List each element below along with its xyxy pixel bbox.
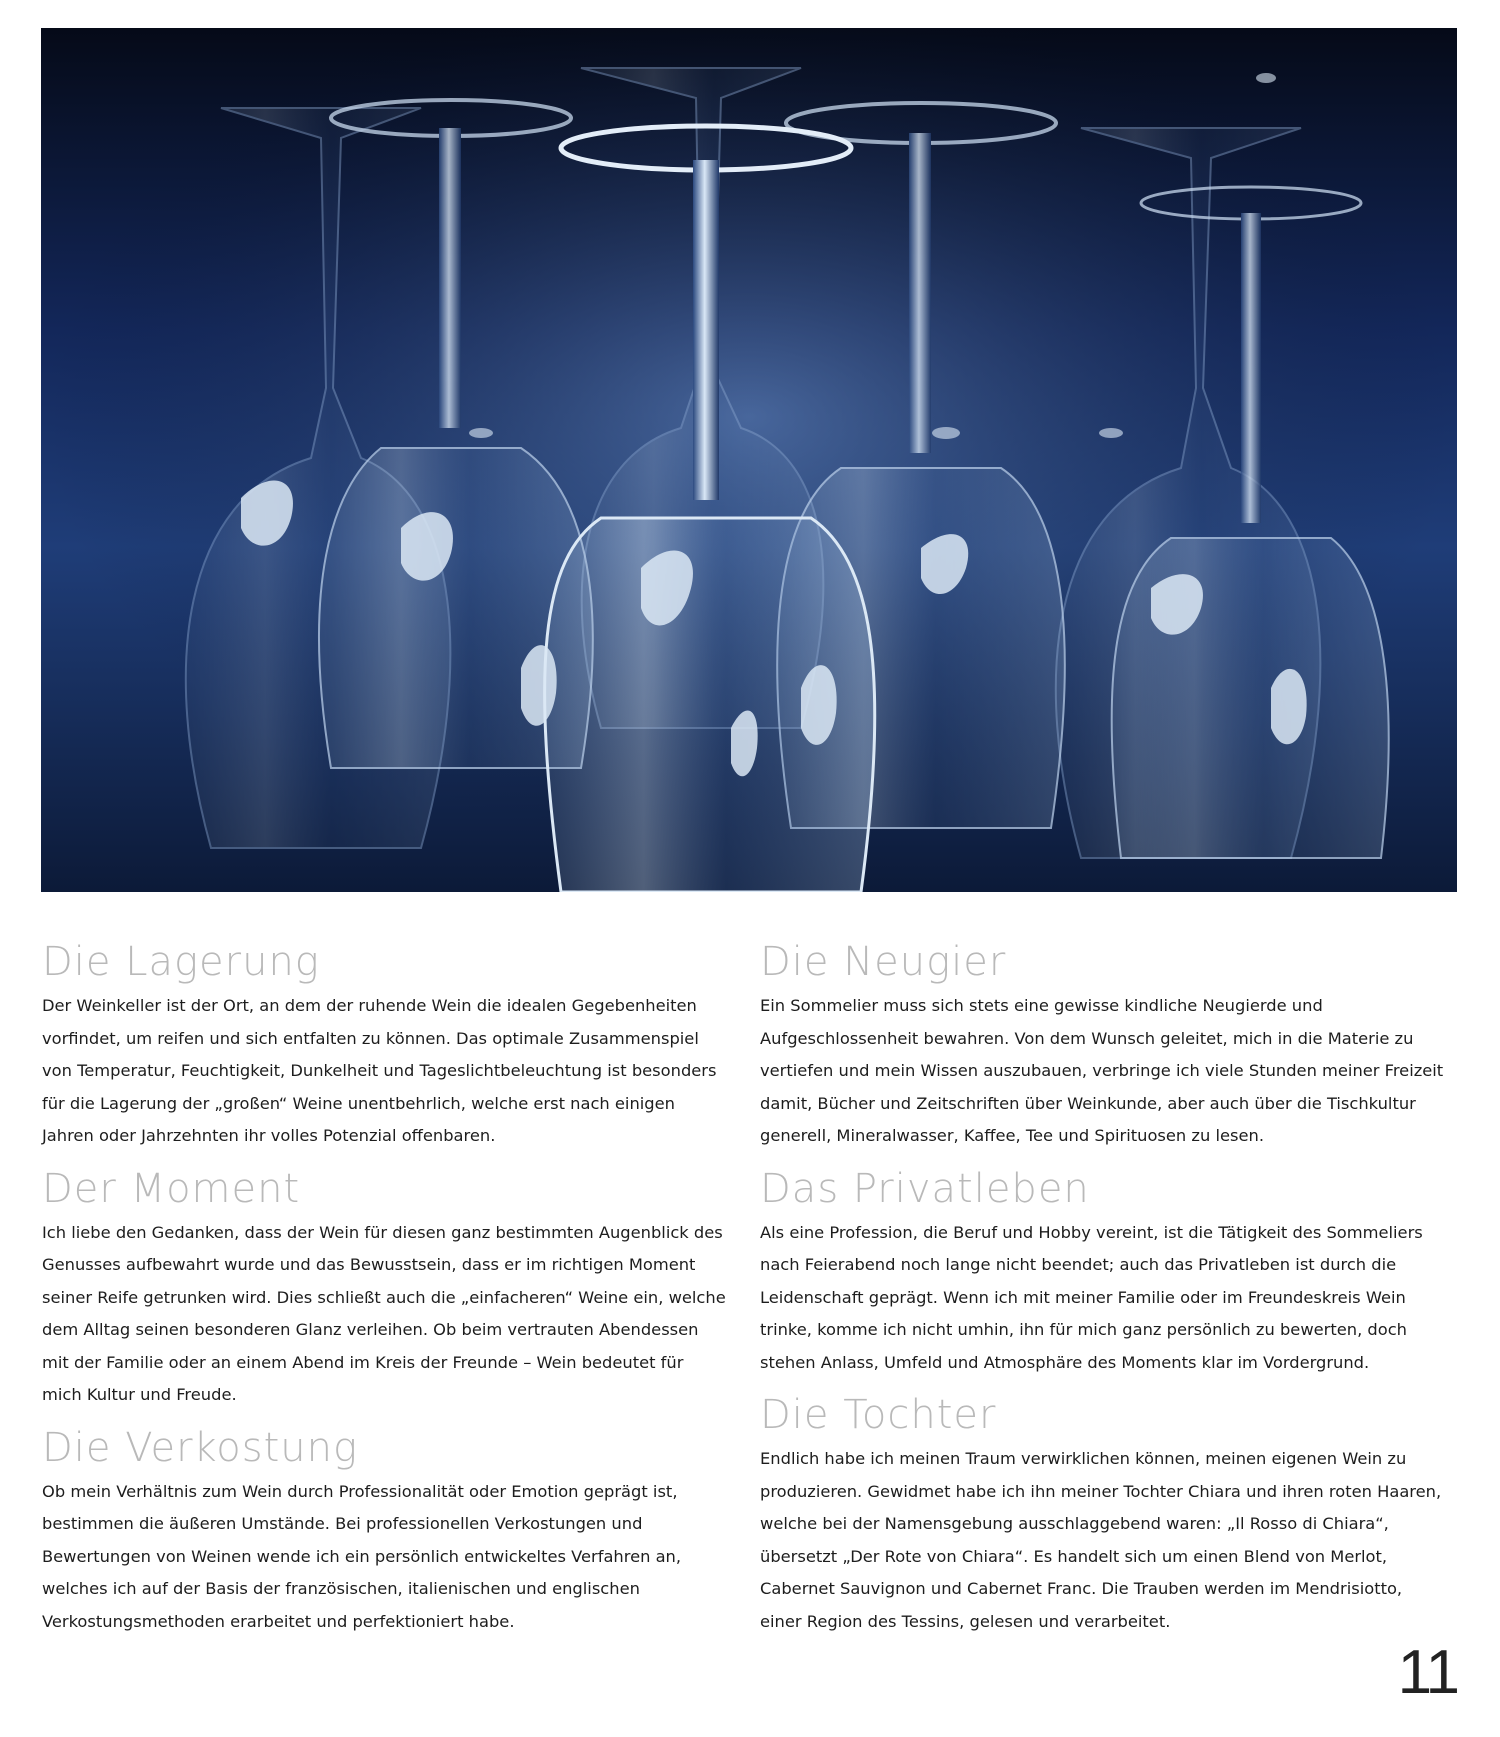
section-moment bbox=[42, 1167, 726, 1412]
section-body: Endlich habe ich meinen Traum verwirklichen können, meinen eigenen Wein zu produzieren. Gewidmet habe ich ihn meiner Tochter Chiara und ihren roten Haaren, welche bei der Namensgebung ausschlaggebend waren: „Il Rosso di Chiara“, übersetzt „Der Rote von Chiara“. Es handelt sich um einen Blend von Merlot, Cabernet Sauvignon und Cabernet Franc. Die Trauben werden im Mendrisiotto, einer Region des Tessins, gelesen und verarbeitet. bbox=[760, 1449, 1442, 1631]
section-body: Der Weinkeller ist der Ort, an dem der ruhende Wein die idealen Gegebenheiten vorfindet, um reifen und sich entfalten zu können. Das optimale Zusammenspiel von Temperatur, Feuchtigkeit, Dunkelheit und Tageslichtbeleuchtung ist besonders für die Lagerung der „großen“ Weine unentbehrlich, welche erst nach einigen Jahren oder Jahrzehnten ihr volles Potenzial offenbaren. bbox=[42, 996, 717, 1145]
section-heading: Die Neugier bbox=[760, 939, 1007, 985]
wine-glasses-photo bbox=[41, 28, 1457, 892]
section-heading: Die Tochter bbox=[760, 1392, 997, 1438]
section-tochter bbox=[760, 1393, 1444, 1638]
section-body: Ob mein Verhältnis zum Wein durch Professionalität oder Emotion geprägt ist, bestimmen die äußeren Umstände. Bei professionellen Verkostungen und Bewertungen von Weinen wende ich ein persönlich entwickeltes Verfahren an, welches ich auf der Basis der französischen, italienischen und englischen Verkostungsmethoden erarbeitet und perfektioniert habe. bbox=[42, 1481, 682, 1631]
right-column bbox=[760, 940, 1444, 1652]
section-heading: Die Lagerung bbox=[42, 939, 320, 985]
section-heading: Das Privatleben bbox=[760, 1165, 1090, 1212]
section-heading: Der Moment bbox=[42, 1165, 301, 1212]
section-lagerung bbox=[42, 940, 726, 1153]
page-number: 11 bbox=[1397, 1638, 1458, 1707]
left-column bbox=[42, 940, 726, 1652]
section-neugier bbox=[760, 940, 1444, 1153]
section-body: Ich liebe den Gedanken, dass der Wein für diesen ganz bestimmten Augenblick des Genusses aufbewahrt wurde und das Bewusstsein, dass er im richtigen Moment seiner Reife getrunken wird. Dies schließt auch die „einfacheren“ Weine ein, welche dem Alltag seinen besonderen Glanz verleihen. Ob beim vertrauten Abendessen mit der Familie oder an einem Abend im Kreis der Freunde – Wein bedeutet für mich Kultur und Freude. bbox=[42, 1222, 726, 1404]
section-heading: Die Verkostung bbox=[42, 1424, 358, 1471]
section-verkostung bbox=[42, 1426, 726, 1639]
wine-glasses-illustration bbox=[41, 28, 1457, 892]
section-body: Ein Sommelier muss sich stets eine gewisse kindliche Neugierde und Aufgeschlossenheit bewahren. Von dem Wunsch geleitet, mich in die Materie zu vertiefen und mein Wissen auszubauen, verbringe ich viele Stunden meiner Freizeit damit, Bücher und Zeitschriften über Weinkunde, aber auch über die Tischkultur generell, Mineralwasser, Kaffee, Tee und Spirituosen zu lesen. bbox=[760, 996, 1444, 1145]
section-body: Als eine Profession, die Beruf und Hobby vereint, ist die Tätigkeit des Sommeliers nach Feierabend noch lange nicht beendet; auch das Privatleben ist durch die Leidenschaft geprägt. Wenn ich mit meiner Familie oder im Freundeskreis Wein trinke, komme ich nicht umhin, ihn für mich ganz persönlich zu bewerten, doch stehen Anlass, Umfeld und Atmosphäre des Moments klar im Vordergrund. bbox=[760, 1222, 1423, 1372]
section-privatleben bbox=[760, 1167, 1444, 1380]
